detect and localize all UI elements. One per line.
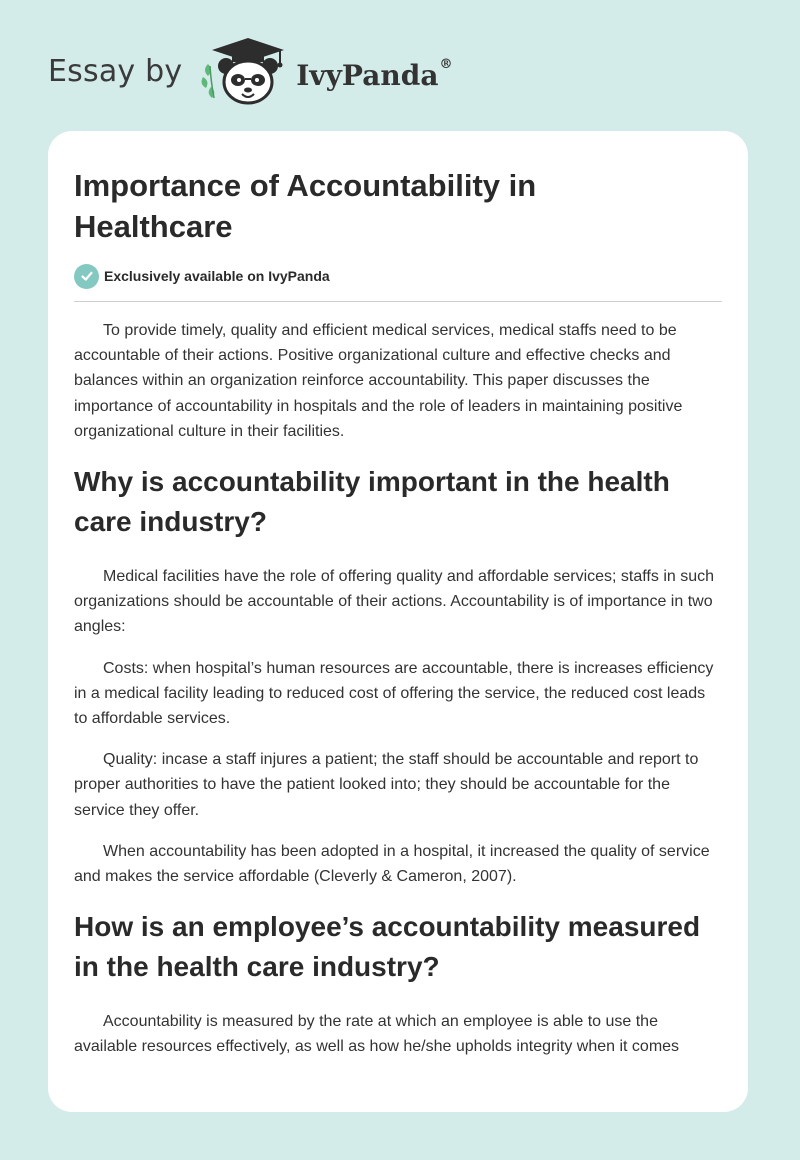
essay-by-label: Essay by bbox=[48, 53, 183, 89]
essay-card bbox=[48, 131, 748, 1112]
page-title: Importance of Accountability in Healthcare bbox=[74, 168, 537, 244]
paragraph: Accountability is measured by the rate at which an employee is able to use the available resources effectively, as well as how he/she upholds integrity when it comes bbox=[74, 1013, 680, 1056]
brand-name: IvyPanda® bbox=[296, 56, 453, 92]
paragraph: When accountability has been adopted in a hospital, it increased the quality of service and makes the service affordable (Cleverly & Cameron, 2007). bbox=[74, 842, 710, 886]
check-icon bbox=[74, 264, 99, 289]
paragraph: Quality: incase a staff injures a patient; the staff should be accountable and report to proper authorities to have the patient looked into; they should be accountable for the service they offer. bbox=[74, 751, 699, 819]
exclusive-badge bbox=[74, 263, 722, 289]
site-header bbox=[48, 36, 452, 106]
intro-paragraph: To provide timely, quality and efficient medical services, medical staffs need to be accountable of their actions. Positive organizational culture and effective checks and balances within an organization reinforce accountability. This paper discusses the importance of accountability in hospitals and the role of leaders in maintaining positive organizational culture in their facilities. bbox=[74, 322, 683, 440]
registered-mark: ® bbox=[439, 56, 453, 72]
section-heading-why: Why is accountability important in the health care industry? bbox=[74, 466, 670, 538]
divider bbox=[74, 301, 722, 302]
paragraph: Costs: when hospital’s human resources are accountable, there is increases efficiency in a medical facility leading to reduced cost of offering the service, the reduced cost leads to affordable services. bbox=[74, 659, 714, 728]
paragraph: Medical facilities have the role of offering quality and affordable services; staffs in such organizations should be accountable of their actions. Accountability is of importance in two angles: bbox=[74, 568, 715, 636]
exclusive-label: Exclusively available on IvyPanda bbox=[104, 268, 330, 284]
panda-mascot-icon bbox=[198, 36, 290, 106]
ivypanda-logo[interactable] bbox=[198, 36, 452, 106]
section-heading-how: How is an employee’s accountability measured in the health care industry? bbox=[74, 911, 701, 983]
